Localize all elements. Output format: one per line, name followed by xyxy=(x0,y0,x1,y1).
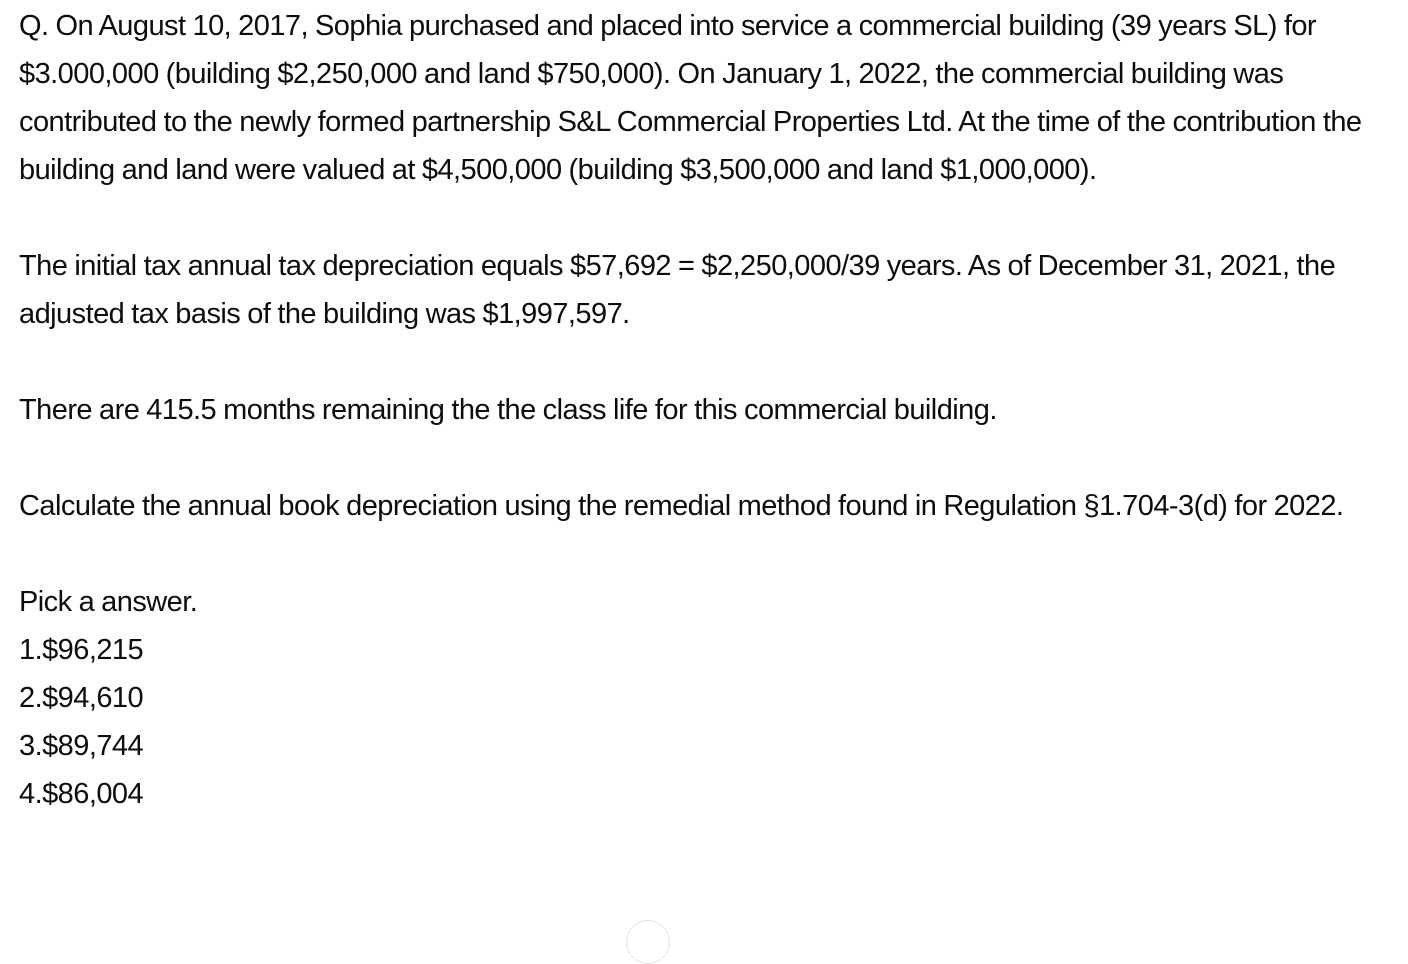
question-paragraph-3: There are 415.5 months remaining the the class life for this commercial building. xyxy=(19,394,997,426)
question-paragraph-1: Q. On August 10, 2017, Sophia purchased and placed into service a commercial building (39 years SL) for $3.000,000 (building $2,250,000 and land $750,000). On January 1, 2022, the commercial building was contributed to the newly formed partnership S&L Commercial Properties Ltd. At the time of the contribution the building and land were valued at $4,500,000 (building $3,500,000 and land $1,000,000). xyxy=(19,10,1362,186)
answer-option-1: 1.$96,215 xyxy=(19,634,144,666)
answer-heading: Pick a answer. xyxy=(19,586,198,618)
scroll-down-button[interactable] xyxy=(626,920,670,964)
answer-option-4: 4.$86,004 xyxy=(19,778,144,810)
answer-list xyxy=(19,578,1399,818)
question-paragraph-2: The initial tax annual tax depreciation equals $57,692 = $2,250,000/39 years. As of December 31, 2021, the adjusted tax basis of the building was $1,997,597. xyxy=(19,250,1336,330)
answer-option-2: 2.$94,610 xyxy=(19,682,144,714)
question-paragraph-4: Calculate the annual book depreciation using the remedial method found in Regulation §1.704-3(d) for 2022. xyxy=(19,490,1344,522)
question-content xyxy=(19,2,1399,818)
answer-option-3: 3.$89,744 xyxy=(19,730,144,762)
